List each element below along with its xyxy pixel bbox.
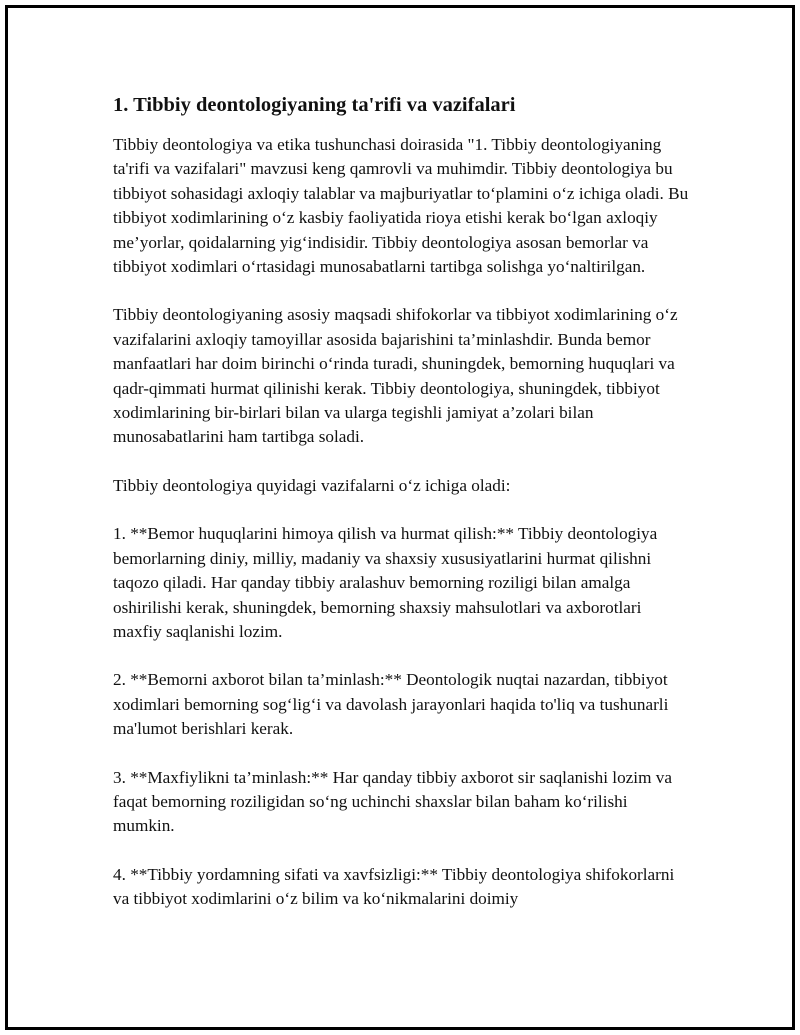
list-item-patient-information: 2. **Bemorni axborot bilan ta’minlash:** Deontologik nuqtai nazardan, tibbiyot xodimlari bemorning sog‘lig‘i va davolash jarayonlari haqida to'liq va tushunarli ma'lumot berishlari kerak. — [113, 670, 669, 739]
section-heading: 1. Tibbiy deontologiyaning ta'rifi va vazifalari — [113, 94, 516, 116]
paragraph-definition: Tibbiy deontologiya va etika tushunchasi doirasida "1. Tibbiy deontologiyaning ta'rifi va vazifalari" mavzusi keng qamrovli va muhimdir. Tibbiy deontologiya bu tibbiyot sohasidagi axloqiy talablar va majburiyatlar to‘plamini o‘z ichiga oladi. Bu tibbiyot xodimlarining o‘z kasbiy faoliyatida rioya etishi kerak bo‘lgan axloqiy me’yorlar, qoidalarning yig‘indisidir. Tibbiy deontologiya asosan bemorlar va tibbiyot xodimlari o‘rtasidagi munosabatlarni tartibga solishga yo‘naltirilgan. — [113, 135, 689, 277]
list-item-care-quality: 4. **Tibbiy yordamning sifati va xavfsizligi:** Tibbiy deontologiya shifokorlarni va tibbiyot xodimlarini o‘z bilim va ko‘nikmalarini doimiy — [113, 864, 675, 909]
list-item-confidentiality: 3. **Maxfiylikni ta’minlash:** Har qanday tibbiy axborot sir saqlanishi lozim va faqat bemorning roziligidan so‘ng uchinchi shaxslar bilan baham ko‘rilishi mumkin. — [113, 767, 672, 836]
document-body — [113, 91, 693, 936]
paragraph-main-goal: Tibbiy deontologiyaning asosiy maqsadi shifokorlar va tibbiyot xodimlarining o‘z vazifalarini axloqiy tamoyillar asosida bajarishini ta’minlashdir. Bunda bemor manfaatlari har doim birinchi o‘rinda turadi, shuningdek, bemorning huquqlari va qadr-qimmati hurmat qilinishi kerak. Tibbiy deontologiya, shuningdek, tibbiyot xodimlarining bir-birlari bilan va ularga tegishli jamiyat a’zolari bilan munosabatlarini ham tartibga soladi. — [113, 305, 678, 447]
list-item-patient-rights: 1. **Bemor huquqlarini himoya qilish va hurmat qilish:** Tibbiy deontologiya bemorlarning diniy, milliy, madaniy va shaxsiy xususiyatlarini hurmat qilishni taqozo qiladi. Har qanday tibbiy aralashuv bemorning roziligi bilan amalga oshirilishi kerak, shuningdek, bemorning shaxsiy mahsulotlari va axborotlari maxfiy saqlanishi lozim. — [113, 524, 658, 641]
paragraph-tasks-intro: Tibbiy deontologiya quyidagi vazifalarni o‘z ichiga oladi: — [113, 475, 511, 495]
